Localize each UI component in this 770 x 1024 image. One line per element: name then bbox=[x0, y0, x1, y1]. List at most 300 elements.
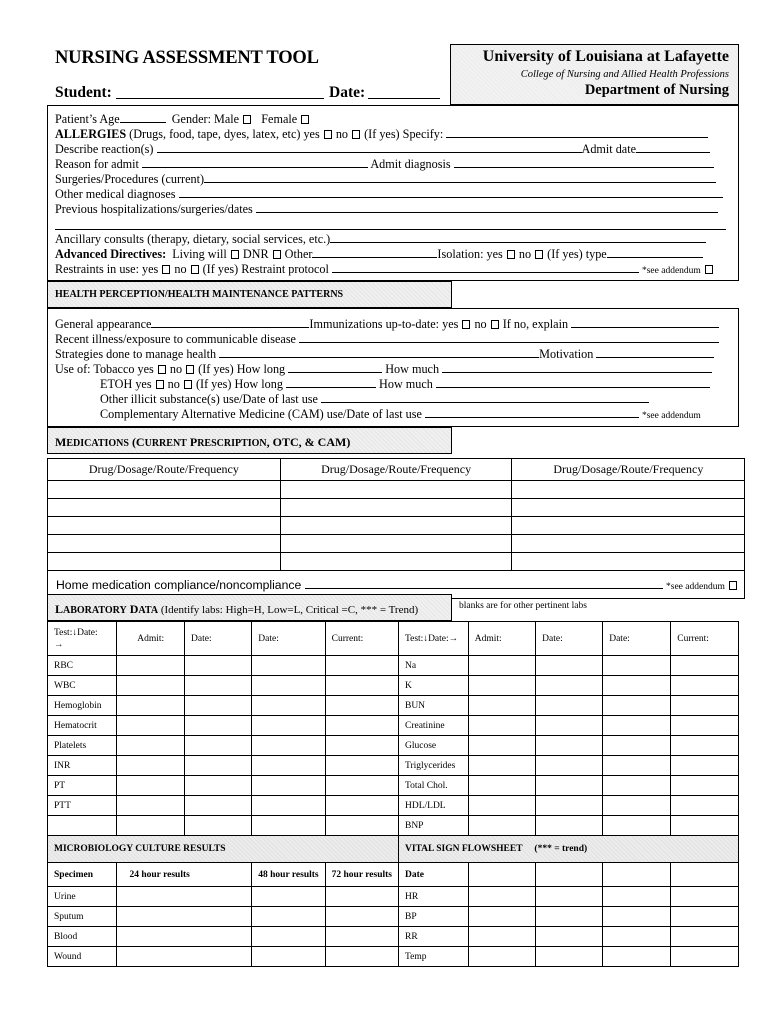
header-part: P bbox=[186, 435, 198, 449]
motivation-field[interactable] bbox=[596, 347, 714, 358]
specimen-label: Blood bbox=[48, 927, 117, 947]
previous-hosp-field-2[interactable] bbox=[55, 219, 726, 230]
previous-hosp-label: Previous hospitalizations/surgeries/dates bbox=[55, 202, 253, 216]
medication-row bbox=[48, 553, 745, 571]
see-addendum-label: *see addendum bbox=[641, 266, 701, 276]
lab-value-cell[interactable] bbox=[117, 756, 185, 776]
lab-value-cell[interactable] bbox=[325, 696, 398, 716]
vitals-row-label: Temp bbox=[398, 947, 468, 967]
vitals-cell[interactable] bbox=[536, 927, 603, 947]
no-label: no bbox=[518, 247, 532, 261]
lab-value-cell[interactable] bbox=[468, 656, 535, 676]
student-field[interactable] bbox=[116, 84, 324, 99]
lab-value-cell[interactable] bbox=[185, 756, 252, 776]
ancillary-field[interactable] bbox=[330, 232, 706, 243]
lab-value-cell[interactable] bbox=[325, 716, 398, 736]
tobacco-yes-checkbox[interactable] bbox=[158, 365, 166, 374]
directives-label: Advanced Directives: bbox=[55, 247, 167, 261]
previous-hosp-field[interactable] bbox=[256, 202, 718, 213]
lab-col-header: Date: bbox=[252, 622, 325, 656]
med-cell[interactable] bbox=[280, 535, 512, 553]
vitals-cell[interactable] bbox=[603, 887, 671, 907]
university-box bbox=[450, 44, 739, 105]
etoh-yes-checkbox[interactable] bbox=[156, 380, 164, 389]
form-title: NURSING ASSESSMENT TOOL bbox=[55, 48, 319, 68]
admit-diagnosis-field[interactable] bbox=[454, 157, 714, 168]
lab-value-cell[interactable] bbox=[536, 816, 603, 836]
lab-value-cell[interactable] bbox=[468, 776, 535, 796]
tobacco-how-much-label: How much bbox=[385, 362, 440, 376]
lab-row bbox=[48, 656, 739, 676]
no-label: no bbox=[335, 127, 348, 141]
etoh-how-much-field[interactable] bbox=[436, 377, 710, 388]
vitals-cell[interactable] bbox=[536, 947, 603, 967]
lab-value-cell[interactable] bbox=[536, 656, 603, 676]
lab-value-cell[interactable] bbox=[536, 736, 603, 756]
strategies-label: Strategies done to manage health bbox=[55, 347, 217, 361]
see-addendum-label: *see addendum bbox=[666, 581, 725, 592]
no-label: no bbox=[174, 262, 187, 276]
lab-value-cell[interactable] bbox=[468, 696, 535, 716]
no-label: no bbox=[167, 377, 180, 391]
lab-value-cell[interactable] bbox=[117, 816, 185, 836]
isolation-type-field[interactable] bbox=[607, 247, 703, 258]
med-cell[interactable] bbox=[48, 481, 281, 499]
lab-value-cell[interactable] bbox=[536, 796, 603, 816]
reason-row bbox=[55, 157, 714, 172]
lab-col-header: Date: bbox=[536, 622, 603, 656]
med-cell[interactable] bbox=[512, 553, 745, 571]
lab-value-cell[interactable] bbox=[325, 816, 398, 836]
age-label: Patient’s Age bbox=[55, 112, 120, 126]
lab-value-cell[interactable] bbox=[117, 796, 185, 816]
lab-value-cell[interactable] bbox=[325, 756, 398, 776]
reactions-field[interactable] bbox=[157, 142, 582, 153]
micro-col-header: 48 hour results bbox=[252, 863, 325, 887]
lab-row bbox=[48, 716, 739, 736]
vitals-row-label: HR bbox=[398, 887, 468, 907]
lab-value-cell[interactable] bbox=[252, 816, 325, 836]
med-cell[interactable] bbox=[48, 535, 281, 553]
dnr-checkbox[interactable] bbox=[273, 250, 281, 259]
vitals-cell[interactable] bbox=[468, 927, 535, 947]
lab-value-cell[interactable] bbox=[185, 696, 252, 716]
etoh-how-much-label: How much bbox=[379, 377, 433, 391]
date-label: Date: bbox=[329, 84, 366, 101]
vitals-cell[interactable] bbox=[536, 887, 603, 907]
etoh-label: ETOH yes bbox=[100, 377, 152, 391]
lab-value-cell[interactable] bbox=[117, 736, 185, 756]
other-diagnoses-field[interactable] bbox=[179, 187, 723, 198]
previous-hosp-row bbox=[55, 202, 718, 217]
lab-col-header: Date: bbox=[185, 622, 252, 656]
other-diagnoses-label: Other medical diagnoses bbox=[55, 187, 176, 201]
lab-value-cell[interactable] bbox=[185, 816, 252, 836]
tobacco-how-long-field[interactable] bbox=[288, 362, 382, 373]
med-cell[interactable] bbox=[512, 499, 745, 517]
lab-row bbox=[48, 756, 739, 776]
ancillary-label: Ancillary consults (therapy, dietary, social services, etc.) bbox=[55, 232, 331, 246]
allergies-yes-checkbox[interactable] bbox=[324, 130, 332, 139]
lab-value-cell[interactable] bbox=[252, 736, 325, 756]
lab-value-cell[interactable] bbox=[671, 736, 739, 756]
micro-vitals-header-row bbox=[48, 836, 739, 863]
gender-label: Gender: Male bbox=[171, 112, 240, 126]
specimen-label: Wound bbox=[48, 947, 117, 967]
lab-row bbox=[48, 796, 739, 816]
lab-value-cell[interactable] bbox=[536, 756, 603, 776]
lab-value-cell[interactable] bbox=[252, 656, 325, 676]
lab-value-cell[interactable] bbox=[603, 816, 671, 836]
allergies-no-checkbox[interactable] bbox=[352, 130, 360, 139]
micro-result-cell[interactable] bbox=[252, 927, 325, 947]
university-name: University of Louisiana at Lafayette bbox=[482, 48, 729, 65]
motivation-label: Motivation bbox=[539, 347, 594, 361]
lab-row bbox=[48, 776, 739, 796]
explain-label: If no, explain bbox=[502, 317, 569, 331]
trend-note: (*** = trend) bbox=[534, 844, 588, 854]
lab-value-cell[interactable] bbox=[603, 756, 671, 776]
restraints-yes-checkbox[interactable] bbox=[162, 265, 170, 274]
micro-result-cell[interactable] bbox=[252, 887, 325, 907]
lab-row bbox=[48, 736, 739, 756]
directives-other-field[interactable] bbox=[312, 247, 437, 258]
recent-illness-label: Recent illness/exposure to communicable disease bbox=[55, 332, 296, 346]
lab-value-cell[interactable] bbox=[252, 756, 325, 776]
lab-value-cell[interactable] bbox=[325, 736, 398, 756]
micro-row bbox=[48, 907, 739, 927]
lab-value-cell[interactable] bbox=[117, 676, 185, 696]
micro-result-cell[interactable] bbox=[117, 887, 252, 907]
header-part: ATA bbox=[138, 605, 159, 616]
etoh-how-long-label: (If yes) How long bbox=[195, 377, 283, 391]
addendum-checkbox[interactable] bbox=[705, 265, 713, 274]
isolation-no-checkbox[interactable] bbox=[535, 250, 543, 259]
vitals-cell[interactable] bbox=[603, 907, 671, 927]
micro-result-cell[interactable] bbox=[252, 947, 325, 967]
directives-row bbox=[55, 247, 703, 262]
med-cell[interactable] bbox=[280, 517, 512, 535]
lab-value-cell[interactable] bbox=[536, 776, 603, 796]
cam-field[interactable] bbox=[425, 407, 639, 418]
lab-test-label: Total Chol. bbox=[398, 776, 468, 796]
header-initial: M bbox=[55, 435, 67, 449]
home-compliance-field[interactable] bbox=[305, 578, 663, 589]
medication-row bbox=[48, 499, 745, 517]
lab-value-cell[interactable] bbox=[603, 656, 671, 676]
lab-value-cell[interactable] bbox=[468, 756, 535, 776]
restraint-protocol-label: (If yes) Restraint protocol bbox=[202, 262, 329, 276]
lab-value-cell[interactable] bbox=[117, 656, 185, 676]
lab-col-header: Admit: bbox=[468, 622, 535, 656]
strategies-row bbox=[55, 347, 714, 362]
lab-test-label: RBC bbox=[48, 656, 117, 676]
lab-value-cell[interactable] bbox=[325, 676, 398, 696]
strategies-field[interactable] bbox=[219, 347, 539, 358]
lab-table bbox=[47, 621, 739, 967]
med-cell[interactable] bbox=[48, 499, 281, 517]
lab-test-label: Glucose bbox=[398, 736, 468, 756]
header-part: (C bbox=[128, 435, 145, 449]
lab-row bbox=[48, 696, 739, 716]
lab-value-cell[interactable] bbox=[252, 776, 325, 796]
admit-date-field[interactable] bbox=[636, 142, 710, 153]
header-part: , OTC, & CAM) bbox=[266, 435, 351, 449]
restraints-label: Restraints in use: yes bbox=[55, 262, 159, 276]
header-part: (Identify labs: High=H, Low=L, Critical =C, *** = Trend) bbox=[158, 604, 419, 616]
lab-value-cell[interactable] bbox=[536, 716, 603, 736]
lab-value-cell[interactable] bbox=[603, 796, 671, 816]
lab-value-cell[interactable] bbox=[252, 676, 325, 696]
illicit-field[interactable] bbox=[321, 392, 649, 403]
lab-value-cell[interactable] bbox=[117, 696, 185, 716]
male-checkbox[interactable] bbox=[243, 115, 251, 124]
lab-value-cell[interactable] bbox=[468, 676, 535, 696]
tobacco-label: Use of: Tobacco yes bbox=[55, 362, 154, 376]
med-cell[interactable] bbox=[512, 517, 745, 535]
lab-value-cell[interactable] bbox=[117, 716, 185, 736]
lab-value-cell[interactable] bbox=[468, 796, 535, 816]
explain-field[interactable] bbox=[571, 317, 719, 328]
etoh-how-long-field[interactable] bbox=[286, 377, 376, 388]
micro-row bbox=[48, 947, 739, 967]
lab-value-cell[interactable] bbox=[185, 736, 252, 756]
lab-value-cell[interactable] bbox=[603, 676, 671, 696]
surgeries-row bbox=[55, 172, 716, 187]
surgeries-field[interactable] bbox=[204, 172, 716, 183]
medications-table bbox=[47, 458, 745, 599]
micro-result-cell[interactable] bbox=[325, 907, 398, 927]
laboratory-header bbox=[47, 594, 452, 621]
lab-value-cell[interactable] bbox=[671, 676, 739, 696]
lab-value-cell[interactable] bbox=[671, 656, 739, 676]
lab-value-cell[interactable] bbox=[603, 696, 671, 716]
med-cell[interactable] bbox=[48, 553, 281, 571]
lab-value-cell[interactable] bbox=[185, 716, 252, 736]
lab-col-header: Current: bbox=[325, 622, 398, 656]
home-compliance-label: Home medication compliance/noncompliance bbox=[56, 577, 302, 592]
date-field[interactable] bbox=[368, 84, 440, 99]
lab-col-header: Date: bbox=[603, 622, 671, 656]
general-appearance-label: General appearance bbox=[55, 317, 152, 331]
patient-age-row bbox=[55, 112, 310, 127]
see-addendum-label: *see addendum bbox=[641, 411, 701, 421]
lab-value-cell[interactable] bbox=[671, 816, 739, 836]
arrow-right-icon: → bbox=[54, 639, 64, 650]
lab-value-cell[interactable] bbox=[185, 656, 252, 676]
lab-value-cell[interactable] bbox=[185, 676, 252, 696]
illicit-row bbox=[100, 392, 649, 407]
allergies-label: ALLERGIES bbox=[55, 127, 127, 141]
medications-header-row bbox=[48, 459, 745, 481]
specimen-label: Urine bbox=[48, 887, 117, 907]
vitals-cell[interactable] bbox=[671, 907, 739, 927]
med-col-header: Drug/Dosage/Route/Frequency bbox=[48, 459, 281, 481]
age-field[interactable] bbox=[120, 112, 166, 123]
other-label: Other bbox=[284, 247, 313, 261]
micro-result-cell[interactable] bbox=[117, 927, 252, 947]
etoh-no-checkbox[interactable] bbox=[184, 380, 192, 389]
lab-test-label: Creatinine bbox=[398, 716, 468, 736]
med-col-header: Drug/Dosage/Route/Frequency bbox=[280, 459, 512, 481]
header-part: EDICATIONS bbox=[66, 438, 129, 449]
immunizations-label: Immunizations up-to-date: yes bbox=[309, 317, 459, 331]
vitals-cell[interactable] bbox=[603, 947, 671, 967]
lab-value-cell[interactable] bbox=[468, 716, 535, 736]
vitals-cell[interactable] bbox=[603, 863, 671, 887]
vitals-cell[interactable] bbox=[671, 947, 739, 967]
vitals-cell[interactable] bbox=[468, 947, 535, 967]
lab-test-label: K bbox=[398, 676, 468, 696]
tobacco-how-long-label: (If yes) How long bbox=[198, 362, 286, 376]
tobacco-how-much-field[interactable] bbox=[442, 362, 712, 373]
general-appearance-field[interactable] bbox=[151, 317, 309, 328]
med-cell[interactable] bbox=[512, 481, 745, 499]
lab-test-label bbox=[48, 816, 117, 836]
addendum-checkbox[interactable] bbox=[729, 581, 737, 590]
lab-value-cell[interactable] bbox=[536, 676, 603, 696]
micro-result-cell[interactable] bbox=[252, 907, 325, 927]
lab-value-cell[interactable] bbox=[252, 696, 325, 716]
restraints-row bbox=[55, 262, 714, 277]
isolation-yes-checkbox[interactable] bbox=[507, 250, 515, 259]
lab-test-label: Hematocrit bbox=[48, 716, 117, 736]
general-appearance-row bbox=[55, 317, 719, 332]
vitals-cell[interactable] bbox=[536, 907, 603, 927]
restraint-protocol-field[interactable] bbox=[332, 262, 639, 273]
lab-value-cell[interactable] bbox=[671, 716, 739, 736]
lab-value-cell[interactable] bbox=[252, 796, 325, 816]
micro-result-cell[interactable] bbox=[117, 947, 252, 967]
blanks-note: blanks are for other pertinent labs bbox=[459, 601, 587, 611]
lab-value-cell[interactable] bbox=[671, 776, 739, 796]
vitals-cell[interactable] bbox=[468, 887, 535, 907]
cam-label: Complementary Alternative Medicine (CAM) use/Date of last use bbox=[100, 407, 422, 421]
vitals-row-label: BP bbox=[398, 907, 468, 927]
lab-value-cell[interactable] bbox=[325, 776, 398, 796]
college-name: College of Nursing and Allied Health Professions bbox=[520, 69, 729, 80]
micro-result-cell[interactable] bbox=[325, 947, 398, 967]
specimen-label: Sputum bbox=[48, 907, 117, 927]
lab-value-cell[interactable] bbox=[185, 776, 252, 796]
reactions-label: Describe reaction(s) bbox=[55, 142, 154, 156]
reactions-row bbox=[55, 142, 710, 157]
living-will-label: Living will bbox=[172, 247, 227, 261]
micro-body bbox=[48, 887, 739, 967]
lab-value-cell[interactable] bbox=[325, 656, 398, 676]
lab-value-cell[interactable] bbox=[536, 696, 603, 716]
vitals-cell[interactable] bbox=[536, 863, 603, 887]
med-cell[interactable] bbox=[280, 481, 512, 499]
lab-value-cell[interactable] bbox=[603, 716, 671, 736]
micro-col-header: 72 hour results bbox=[325, 863, 398, 887]
immunizations-no-checkbox[interactable] bbox=[491, 320, 499, 329]
lab-row bbox=[48, 676, 739, 696]
lab-value-cell[interactable] bbox=[325, 796, 398, 816]
lab-test-label: BUN bbox=[398, 696, 468, 716]
lab-row bbox=[48, 816, 739, 836]
vitals-cell[interactable] bbox=[671, 863, 739, 887]
vitals-cell[interactable] bbox=[603, 927, 671, 947]
micro-result-cell[interactable] bbox=[325, 927, 398, 947]
lab-value-cell[interactable] bbox=[603, 736, 671, 756]
medication-row bbox=[48, 481, 745, 499]
female-checkbox[interactable] bbox=[301, 115, 309, 124]
lab-value-cell[interactable] bbox=[117, 776, 185, 796]
allergies-detail: (Drugs, food, tape, dyes, latex, etc) yes bbox=[129, 127, 320, 141]
department-name: Department of Nursing bbox=[584, 82, 729, 98]
admit-date-label: Admit date bbox=[581, 142, 637, 156]
cam-row bbox=[100, 407, 701, 422]
header-part: D bbox=[126, 602, 139, 616]
microbiology-header: MICROBIOLOGY CULTURE RESULTS bbox=[48, 836, 399, 863]
tobacco-row bbox=[55, 362, 712, 377]
lab-value-cell[interactable] bbox=[671, 696, 739, 716]
lab-value-cell[interactable] bbox=[671, 796, 739, 816]
med-cell[interactable] bbox=[280, 499, 512, 517]
med-cell[interactable] bbox=[48, 517, 281, 535]
specimen-header: Specimen bbox=[48, 863, 117, 887]
med-cell[interactable] bbox=[280, 553, 512, 571]
illicit-label: Other illicit substance(s) use/Date of last use bbox=[100, 392, 318, 406]
vitals-header bbox=[398, 836, 738, 863]
immunizations-yes-checkbox[interactable] bbox=[462, 320, 470, 329]
micro-result-cell[interactable] bbox=[117, 907, 252, 927]
student-label: Student: bbox=[55, 84, 112, 101]
vitals-cell[interactable] bbox=[671, 927, 739, 947]
lab-value-cell[interactable] bbox=[468, 816, 535, 836]
vitals-cell[interactable] bbox=[671, 887, 739, 907]
lab-value-cell[interactable] bbox=[671, 756, 739, 776]
lab-test-label: Na bbox=[398, 656, 468, 676]
vitals-row-label: Date bbox=[398, 863, 468, 887]
lab-value-cell[interactable] bbox=[185, 796, 252, 816]
lab-body bbox=[48, 656, 739, 836]
vitals-cell[interactable] bbox=[468, 907, 535, 927]
recent-illness-row bbox=[55, 332, 719, 347]
dnr-label: DNR bbox=[242, 247, 269, 261]
header-part: ABORATORY bbox=[63, 605, 127, 616]
reason-label: Reason for admit bbox=[55, 157, 139, 171]
admit-diagnosis-label: Admit diagnosis bbox=[370, 157, 451, 171]
no-label: no bbox=[474, 317, 487, 331]
lab-value-cell[interactable] bbox=[468, 736, 535, 756]
female-label: Female bbox=[261, 112, 298, 126]
lab-value-cell[interactable] bbox=[603, 776, 671, 796]
living-will-checkbox[interactable] bbox=[231, 250, 239, 259]
med-cell[interactable] bbox=[512, 535, 745, 553]
recent-illness-field[interactable] bbox=[299, 332, 719, 343]
vitals-cell[interactable] bbox=[468, 863, 535, 887]
lab-test-label: Hemoglobin bbox=[48, 696, 117, 716]
allergies-specify-field[interactable] bbox=[446, 127, 708, 138]
medication-row bbox=[48, 517, 745, 535]
test-date-header bbox=[48, 622, 117, 656]
reason-field[interactable] bbox=[142, 157, 368, 168]
medication-row bbox=[48, 535, 745, 553]
lab-test-label: INR bbox=[48, 756, 117, 776]
lab-header-row bbox=[48, 622, 739, 656]
lab-value-cell[interactable] bbox=[252, 716, 325, 736]
restraints-no-checkbox[interactable] bbox=[191, 265, 199, 274]
lab-test-label: WBC bbox=[48, 676, 117, 696]
isolation-label: Isolation: yes bbox=[437, 247, 503, 261]
micro-result-cell[interactable] bbox=[325, 887, 398, 907]
micro-row bbox=[48, 887, 739, 907]
lab-test-label: HDL/LDL bbox=[398, 796, 468, 816]
lab-test-label: PTT bbox=[48, 796, 117, 816]
tobacco-no-checkbox[interactable] bbox=[186, 365, 194, 374]
